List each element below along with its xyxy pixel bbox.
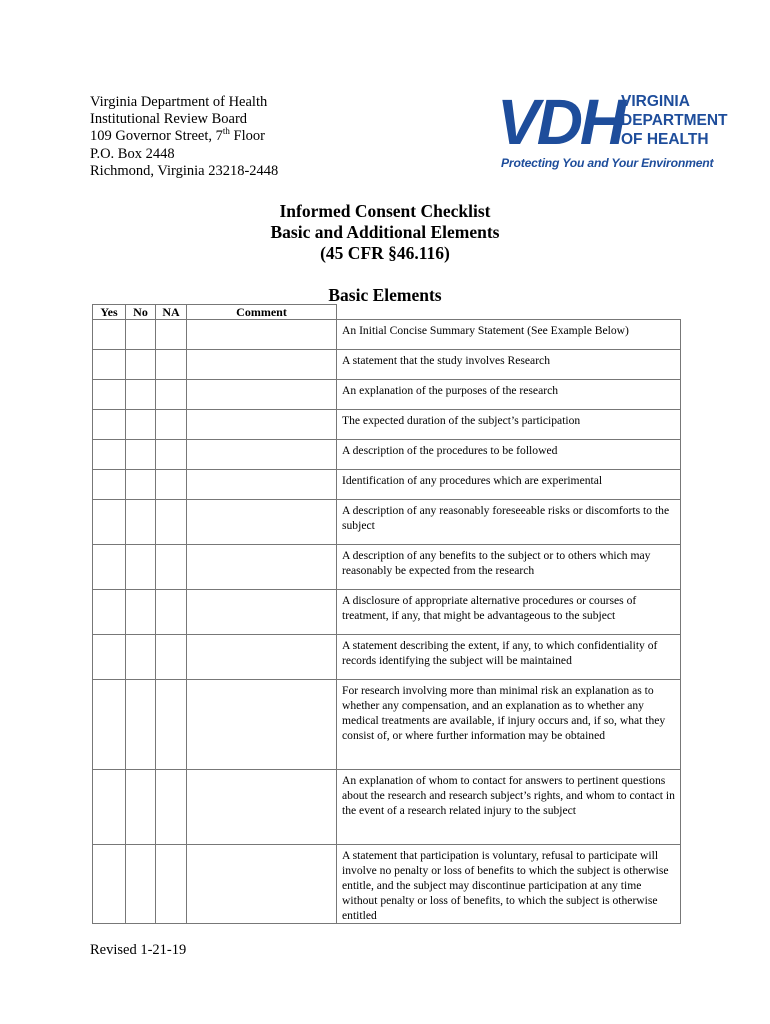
- header-element: [337, 305, 681, 320]
- comment-cell[interactable]: [187, 500, 337, 545]
- no-cell[interactable]: [126, 545, 156, 590]
- comment-cell[interactable]: [187, 440, 337, 470]
- no-cell[interactable]: [126, 320, 156, 350]
- na-cell[interactable]: [156, 410, 187, 440]
- yes-cell[interactable]: [93, 635, 126, 680]
- na-cell[interactable]: [156, 545, 187, 590]
- na-cell[interactable]: [156, 500, 187, 545]
- yes-cell[interactable]: [93, 470, 126, 500]
- no-cell[interactable]: [126, 410, 156, 440]
- element-description: A description of the procedures to be followed: [337, 440, 681, 470]
- yes-cell[interactable]: [93, 320, 126, 350]
- table-body: [93, 320, 681, 924]
- table-row: [93, 770, 681, 845]
- section-title: Basic Elements: [328, 285, 442, 305]
- street-floor: Floor: [229, 128, 265, 145]
- yes-cell[interactable]: [93, 410, 126, 440]
- comment-cell[interactable]: [187, 320, 337, 350]
- logo-name-line3: OF HEALTH: [621, 131, 709, 148]
- comment-cell[interactable]: [187, 545, 337, 590]
- element-description: The expected duration of the subject’s participation: [337, 410, 681, 440]
- comment-cell[interactable]: [187, 845, 337, 924]
- yes-cell[interactable]: [93, 845, 126, 924]
- no-cell[interactable]: [126, 770, 156, 845]
- no-cell[interactable]: [126, 500, 156, 545]
- na-cell[interactable]: [156, 350, 187, 380]
- checklist-table: [92, 304, 681, 924]
- na-cell[interactable]: [156, 845, 187, 924]
- comment-cell[interactable]: [187, 590, 337, 635]
- header-na: NA: [156, 305, 187, 320]
- table-row: [93, 380, 681, 410]
- comment-cell[interactable]: [187, 770, 337, 845]
- logo-name-line1: VIRGINIA: [621, 93, 690, 110]
- document-title: [0, 201, 770, 264]
- element-description: A description of any benefits to the subject or to others which may reasonably be expected from the research: [337, 545, 681, 590]
- na-cell[interactable]: [156, 680, 187, 770]
- na-cell[interactable]: [156, 470, 187, 500]
- header-yes: Yes: [93, 305, 126, 320]
- table-row: [93, 350, 681, 380]
- yes-cell[interactable]: [93, 770, 126, 845]
- address-line-city: Richmond, Virginia 23218-2448: [90, 162, 279, 179]
- yes-cell[interactable]: [93, 380, 126, 410]
- na-cell[interactable]: [156, 635, 187, 680]
- table-row: [93, 545, 681, 590]
- logo-name-line2: DEPARTMENT: [621, 112, 728, 129]
- yes-cell[interactable]: [93, 590, 126, 635]
- address-line-board: Institutional Review Board: [90, 111, 248, 128]
- header-comment: Comment: [187, 305, 337, 320]
- logo-tagline: Protecting You and Your Environment: [501, 156, 714, 170]
- title-line3: (45 CFR §46.116): [320, 243, 450, 263]
- address-line-street: [90, 128, 278, 145]
- header-no: No: [126, 305, 156, 320]
- na-cell[interactable]: [156, 440, 187, 470]
- yes-cell[interactable]: [93, 500, 126, 545]
- element-description: An explanation of whom to contact for answers to pertinent questions about the research and research subject’s rights, and whom to contact in the event of a research related injury to the subject: [337, 770, 681, 845]
- element-description: A description of any reasonably foreseeable risks or discomforts to the subject: [337, 500, 681, 545]
- table-row: [93, 500, 681, 545]
- element-description: A statement that participation is voluntary, refusal to participate will involve no penalty or loss of benefits to which the subject is otherwise entitle, and the subject may discontinue participation at any time without penalty or loss of benefits, to which the subject is otherwise entitled: [337, 845, 681, 924]
- table-row: [93, 845, 681, 924]
- title-line2: Basic and Additional Elements: [270, 222, 500, 242]
- logo-department-name: [621, 92, 728, 149]
- logo-initials: VDH: [497, 86, 624, 158]
- street-text: 109 Governor Street, 7: [90, 128, 223, 145]
- comment-cell[interactable]: [187, 680, 337, 770]
- vdh-logo: [497, 86, 728, 180]
- table-row: [93, 590, 681, 635]
- comment-cell[interactable]: [187, 380, 337, 410]
- address-line-po-box: P.O. Box 2448: [90, 145, 175, 162]
- yes-cell[interactable]: [93, 680, 126, 770]
- no-cell[interactable]: [126, 350, 156, 380]
- address-block: [90, 94, 278, 180]
- revision-date: Revised 1-21-19: [90, 942, 187, 958]
- element-description: An Initial Concise Summary Statement (See Example Below): [337, 320, 681, 350]
- element-description: A disclosure of appropriate alternative procedures or courses of treatment, if any, that might be advantageous to the subject: [337, 590, 681, 635]
- table-row: [93, 470, 681, 500]
- no-cell[interactable]: [126, 635, 156, 680]
- table-header-row: [93, 305, 681, 320]
- element-description: An explanation of the purposes of the research: [337, 380, 681, 410]
- element-description: For research involving more than minimal risk an explanation as to whether any compensation, and an explanation as to whether any medical treatments are available, if injury occurs and, if so, what they consist of, or where further information may be obtained: [337, 680, 681, 770]
- na-cell[interactable]: [156, 770, 187, 845]
- comment-cell[interactable]: [187, 350, 337, 380]
- no-cell[interactable]: [126, 380, 156, 410]
- address-line-organization: Virginia Department of Health: [90, 94, 268, 110]
- na-cell[interactable]: [156, 320, 187, 350]
- element-description: Identification of any procedures which are experimental: [337, 470, 681, 500]
- table-row: [93, 635, 681, 680]
- street-ordinal: th: [222, 126, 230, 137]
- no-cell[interactable]: [126, 440, 156, 470]
- comment-cell[interactable]: [187, 470, 337, 500]
- element-description: A statement describing the extent, if any, to which confidentiality of records identifying the subject will be maintained: [337, 635, 681, 680]
- table-row: [93, 440, 681, 470]
- no-cell[interactable]: [126, 680, 156, 770]
- na-cell[interactable]: [156, 380, 187, 410]
- table-row: [93, 410, 681, 440]
- no-cell[interactable]: [126, 845, 156, 924]
- title-line1: Informed Consent Checklist: [279, 201, 491, 221]
- comment-cell[interactable]: [187, 410, 337, 440]
- yes-cell[interactable]: [93, 545, 126, 590]
- table-row: [93, 680, 681, 770]
- no-cell[interactable]: [126, 470, 156, 500]
- comment-cell[interactable]: [187, 635, 337, 680]
- no-cell[interactable]: [126, 590, 156, 635]
- element-description: A statement that the study involves Research: [337, 350, 681, 380]
- table-row: [93, 320, 681, 350]
- yes-cell[interactable]: [93, 440, 126, 470]
- na-cell[interactable]: [156, 590, 187, 635]
- yes-cell[interactable]: [93, 350, 126, 380]
